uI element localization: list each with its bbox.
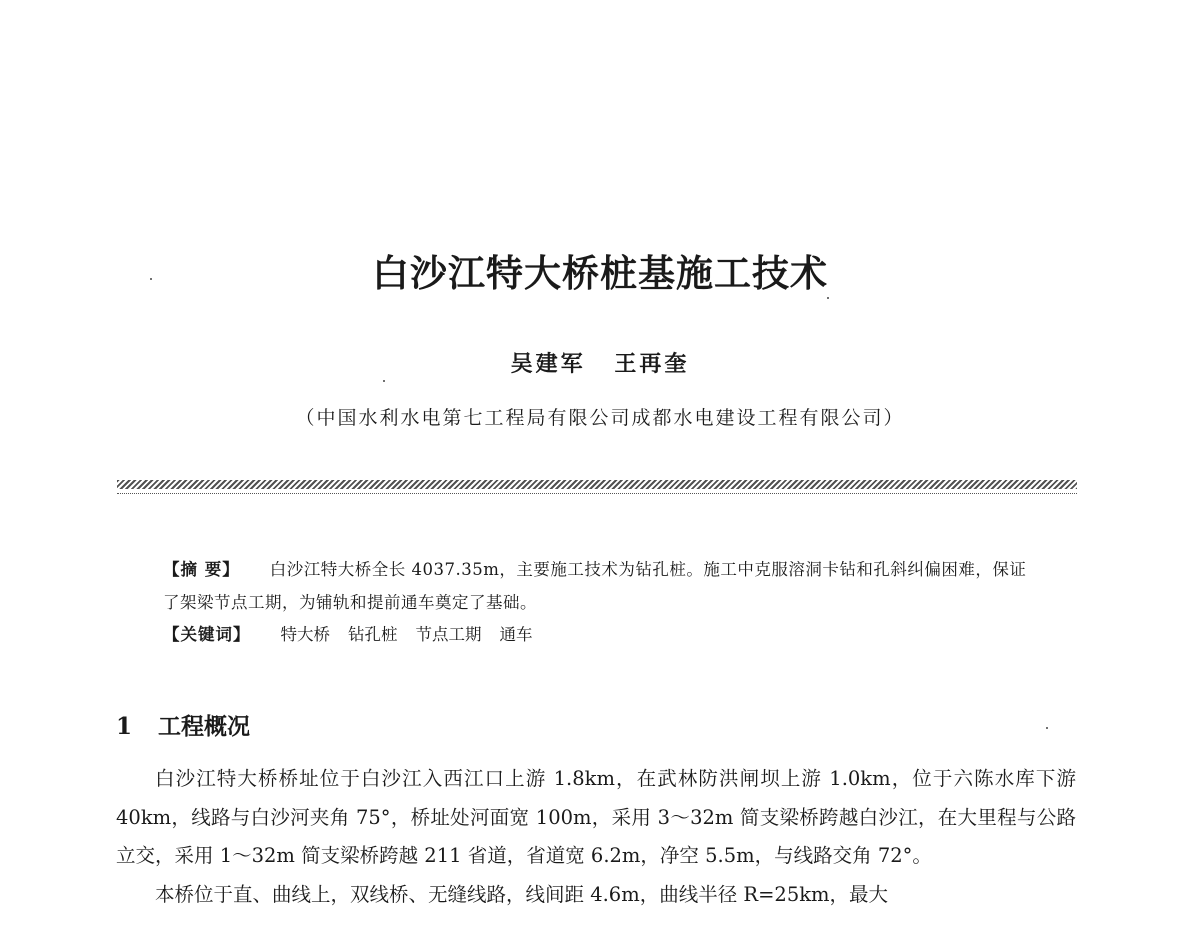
scan-speck	[383, 380, 385, 382]
scan-speck	[150, 278, 152, 280]
abstract-label: 【摘 要】	[163, 560, 240, 579]
keywords-block	[163, 620, 1043, 650]
keyword-item: 节点工期	[415, 625, 482, 644]
paper-title: 白沙江特大桥桩基施工技术	[372, 252, 828, 295]
paper-authors: 吴建军 王再奎	[510, 351, 690, 377]
scan-speck	[1046, 727, 1048, 729]
section-number: 1	[116, 713, 133, 740]
section-title: 工程概况	[158, 713, 250, 740]
paragraph: 白沙江特大桥桥址位于白沙江入西江口上游 1.8km，在武林防洪闸坝上游 1.0km，位于六陈水库下游 40km，线路与白沙河夹角 75°，桥址处河面宽 100m，采用 3～32m 简支梁桥跨越白沙江，在大里程与公路立交，采用 1～32m 简支梁桥跨越 211 省道，省道宽 6.2m，净空 5.5m，与线路交角 72°。	[116, 767, 1076, 867]
paper-affiliation: （中国水利水电第七工程局有限公司成都水电建设工程有限公司）	[295, 407, 905, 429]
keyword-item: 钻孔桩	[348, 625, 398, 644]
body-text	[116, 760, 1076, 914]
abstract-block	[163, 553, 1043, 619]
abstract-text: 白沙江特大桥全长 4037.35m，主要施工技术为钻孔桩。施工中克服溶洞卡钻和孔斜纠偏困难，保证了架梁节点工期，为铺轨和提前通车奠定了基础。	[163, 560, 1027, 612]
keyword-item: 通车	[499, 625, 533, 644]
keywords-label: 【关键词】	[163, 625, 251, 644]
keyword-item: 特大桥	[280, 625, 330, 644]
decorative-rule	[117, 480, 1077, 489]
paragraph: 本桥位于直、曲线上，双线桥、无缝线路，线间距 4.6m，曲线半径 R=25km，最大	[155, 882, 889, 906]
section-heading	[116, 708, 250, 741]
scan-speck	[827, 297, 829, 299]
decorative-rule-thin	[117, 493, 1077, 495]
